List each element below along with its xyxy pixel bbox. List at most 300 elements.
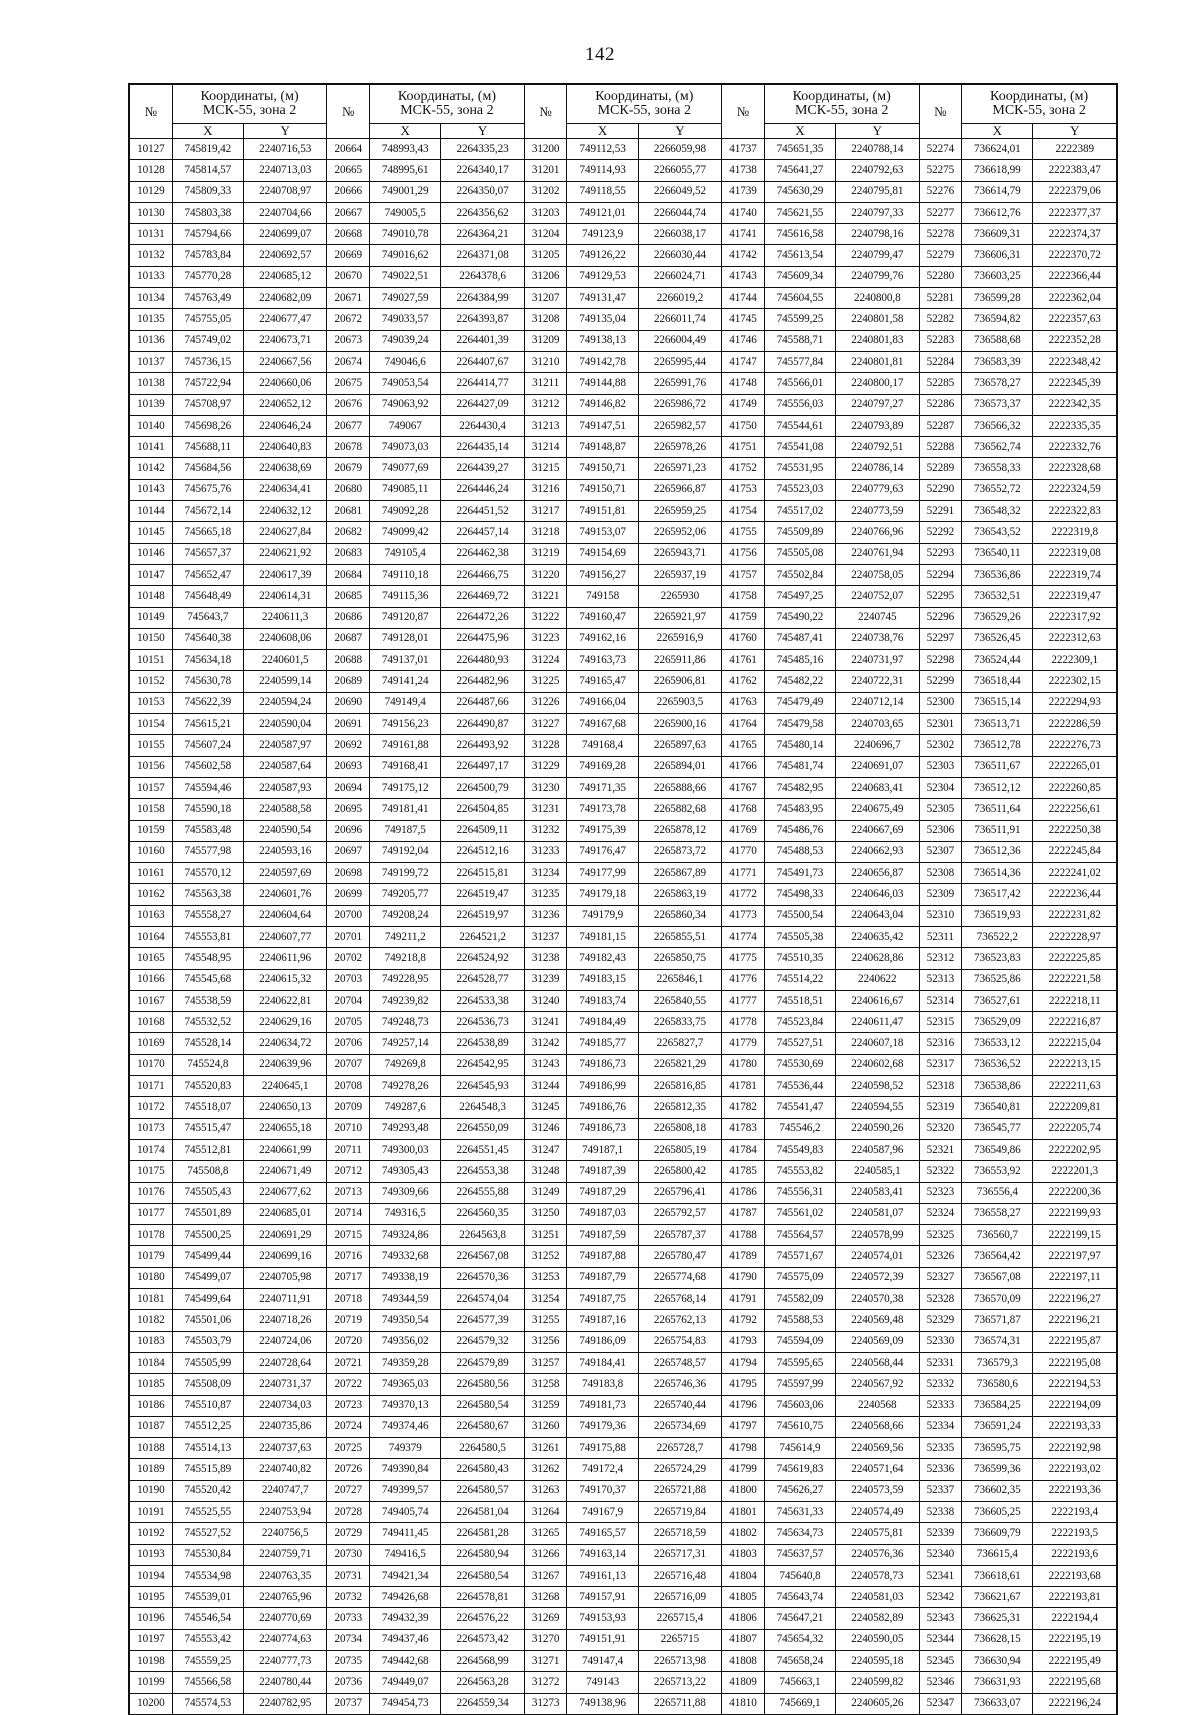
x-coordinate: 749158 bbox=[567, 586, 638, 607]
x-coordinate: 749170,37 bbox=[567, 1480, 638, 1501]
point-number: 10161 bbox=[130, 863, 173, 884]
point-number: 10164 bbox=[130, 926, 173, 947]
y-coordinate: 2240675,49 bbox=[836, 799, 919, 820]
x-coordinate: 745556,31 bbox=[764, 1182, 835, 1203]
y-coordinate: 2264567,08 bbox=[441, 1246, 524, 1267]
x-coordinate: 749399,57 bbox=[370, 1480, 441, 1501]
x-coordinate: 745479,49 bbox=[764, 692, 835, 713]
x-coordinate: 736548,32 bbox=[962, 501, 1033, 522]
table-row bbox=[130, 479, 1117, 500]
point-number: 41810 bbox=[722, 1693, 765, 1714]
y-coordinate: 2240718,26 bbox=[243, 1310, 326, 1331]
x-coordinate: 749005,5 bbox=[370, 202, 441, 223]
y-coordinate: 2240792,63 bbox=[836, 160, 919, 181]
point-number: 10179 bbox=[130, 1246, 173, 1267]
y-coordinate: 2264472,26 bbox=[441, 607, 524, 628]
y-coordinate: 2222193,36 bbox=[1033, 1480, 1117, 1501]
y-coordinate: 2264469,72 bbox=[441, 586, 524, 607]
table-row bbox=[130, 181, 1117, 202]
table-row bbox=[130, 437, 1117, 458]
x-coordinate: 745517,02 bbox=[764, 501, 835, 522]
x-coordinate: 736624,01 bbox=[962, 139, 1033, 160]
x-coordinate: 745658,24 bbox=[764, 1651, 835, 1672]
y-coordinate: 2240671,49 bbox=[243, 1161, 326, 1182]
table-row bbox=[130, 288, 1117, 309]
point-number: 41750 bbox=[722, 415, 765, 436]
x-coordinate: 749332,68 bbox=[370, 1246, 441, 1267]
point-number: 41748 bbox=[722, 373, 765, 394]
point-number: 20672 bbox=[327, 309, 370, 330]
table-row bbox=[130, 139, 1117, 160]
point-number: 31208 bbox=[524, 309, 567, 330]
point-number: 10172 bbox=[130, 1097, 173, 1118]
y-coordinate: 2240595,18 bbox=[836, 1651, 919, 1672]
point-number: 52275 bbox=[919, 160, 962, 181]
y-coordinate: 2240763,35 bbox=[243, 1565, 326, 1586]
x-coordinate: 745794,66 bbox=[172, 224, 243, 245]
y-coordinate: 2240590,04 bbox=[243, 714, 326, 735]
x-coordinate: 749126,22 bbox=[567, 245, 638, 266]
x-coordinate: 749073,03 bbox=[370, 437, 441, 458]
y-coordinate: 2265740,44 bbox=[638, 1395, 721, 1416]
x-coordinate: 745736,15 bbox=[172, 351, 243, 372]
point-number: 52298 bbox=[919, 650, 962, 671]
point-number: 31210 bbox=[524, 351, 567, 372]
x-coordinate: 745497,25 bbox=[764, 586, 835, 607]
x-coordinate: 745634,18 bbox=[172, 650, 243, 671]
x-coordinate: 749181,73 bbox=[567, 1395, 638, 1416]
y-coordinate: 2222245,84 bbox=[1033, 841, 1117, 862]
point-number: 20688 bbox=[327, 650, 370, 671]
table-row bbox=[130, 522, 1117, 543]
coordinates-label: Координаты, (м) bbox=[200, 89, 299, 104]
point-number: 31249 bbox=[524, 1182, 567, 1203]
x-coordinate: 736584,25 bbox=[962, 1395, 1033, 1416]
y-coordinate: 2240628,86 bbox=[836, 948, 919, 969]
point-number: 41808 bbox=[722, 1651, 765, 1672]
y-coordinate: 2240801,83 bbox=[836, 330, 919, 351]
point-number: 52294 bbox=[919, 564, 962, 585]
point-number: 41794 bbox=[722, 1352, 765, 1373]
x-coordinate: 745663,1 bbox=[764, 1672, 835, 1693]
y-coordinate: 2266024,71 bbox=[638, 266, 721, 287]
x-coordinate: 745505,08 bbox=[764, 543, 835, 564]
y-coordinate: 2222319,74 bbox=[1033, 564, 1117, 585]
point-number: 31255 bbox=[524, 1310, 567, 1331]
x-coordinate: 749161,88 bbox=[370, 735, 441, 756]
x-coordinate: 736556,4 bbox=[962, 1182, 1033, 1203]
table-row bbox=[130, 1693, 1117, 1714]
x-column-header: X bbox=[370, 124, 441, 139]
y-coordinate: 2265800,42 bbox=[638, 1161, 721, 1182]
x-coordinate: 736518,44 bbox=[962, 671, 1033, 692]
table-row bbox=[130, 351, 1117, 372]
point-number: 20690 bbox=[327, 692, 370, 713]
point-number: 10162 bbox=[130, 884, 173, 905]
y-coordinate: 2264580,54 bbox=[441, 1395, 524, 1416]
x-coordinate: 745603,06 bbox=[764, 1395, 835, 1416]
y-coordinate: 2265711,88 bbox=[638, 1693, 721, 1714]
y-coordinate: 2222193,68 bbox=[1033, 1565, 1117, 1586]
y-coordinate: 2240773,59 bbox=[836, 501, 919, 522]
y-coordinate: 2240673,71 bbox=[243, 330, 326, 351]
x-coordinate: 749293,48 bbox=[370, 1118, 441, 1139]
point-number: 31207 bbox=[524, 288, 567, 309]
x-coordinate: 745553,42 bbox=[172, 1629, 243, 1650]
x-coordinate: 736515,14 bbox=[962, 692, 1033, 713]
table-row bbox=[130, 160, 1117, 181]
coordinates-column-header bbox=[172, 85, 327, 124]
table-row bbox=[130, 266, 1117, 287]
point-number: 10190 bbox=[130, 1480, 173, 1501]
y-coordinate: 2265768,14 bbox=[638, 1289, 721, 1310]
point-number: 10136 bbox=[130, 330, 173, 351]
coordinate-system-label: МСК-55, зона 2 bbox=[794, 103, 889, 118]
y-coordinate: 2240607,77 bbox=[243, 926, 326, 947]
y-coordinate: 2265816,85 bbox=[638, 1076, 721, 1097]
point-number: 41754 bbox=[722, 501, 765, 522]
point-number: 41740 bbox=[722, 202, 765, 223]
y-coordinate: 2240645,1 bbox=[243, 1076, 326, 1097]
x-coordinate: 736625,31 bbox=[962, 1608, 1033, 1629]
y-coordinate: 2264490,87 bbox=[441, 714, 524, 735]
x-coordinate: 749149,4 bbox=[370, 692, 441, 713]
point-number: 10153 bbox=[130, 692, 173, 713]
y-coordinate: 2265728,7 bbox=[638, 1438, 721, 1459]
y-coordinate: 2240753,94 bbox=[243, 1502, 326, 1523]
number-column-header: № bbox=[524, 85, 567, 139]
x-coordinate: 749179,36 bbox=[567, 1416, 638, 1437]
point-number: 52329 bbox=[919, 1310, 962, 1331]
y-coordinate: 2264497,17 bbox=[441, 756, 524, 777]
y-coordinate: 2240611,47 bbox=[836, 1012, 919, 1033]
y-coordinate: 2264515,81 bbox=[441, 863, 524, 884]
x-coordinate: 749187,03 bbox=[567, 1203, 638, 1224]
x-coordinate: 745588,71 bbox=[764, 330, 835, 351]
point-number: 10128 bbox=[130, 160, 173, 181]
point-number: 52293 bbox=[919, 543, 962, 564]
x-coordinate: 745590,18 bbox=[172, 799, 243, 820]
table-row bbox=[130, 650, 1117, 671]
y-coordinate: 2240597,69 bbox=[243, 863, 326, 884]
y-coordinate: 2265718,59 bbox=[638, 1523, 721, 1544]
y-coordinate: 2240699,16 bbox=[243, 1246, 326, 1267]
y-coordinate: 2240799,76 bbox=[836, 266, 919, 287]
y-coordinate: 2222213,15 bbox=[1033, 1054, 1117, 1075]
x-coordinate: 745672,14 bbox=[172, 501, 243, 522]
point-number: 31218 bbox=[524, 522, 567, 543]
x-coordinate: 745520,42 bbox=[172, 1480, 243, 1501]
y-coordinate: 2240779,63 bbox=[836, 479, 919, 500]
x-coordinate: 745546,2 bbox=[764, 1118, 835, 1139]
y-coordinate: 2222231,82 bbox=[1033, 905, 1117, 926]
x-coordinate: 749033,57 bbox=[370, 309, 441, 330]
point-number: 52335 bbox=[919, 1438, 962, 1459]
point-number: 52296 bbox=[919, 607, 962, 628]
x-coordinate: 749426,68 bbox=[370, 1587, 441, 1608]
x-coordinate: 745480,14 bbox=[764, 735, 835, 756]
y-coordinate: 2264563,28 bbox=[441, 1672, 524, 1693]
point-number: 31259 bbox=[524, 1395, 567, 1416]
point-number: 52323 bbox=[919, 1182, 962, 1203]
point-number: 10200 bbox=[130, 1693, 173, 1714]
x-coordinate: 745558,27 bbox=[172, 905, 243, 926]
x-coordinate: 736614,79 bbox=[962, 181, 1033, 202]
x-coordinate: 736536,52 bbox=[962, 1054, 1033, 1075]
point-number: 52315 bbox=[919, 1012, 962, 1033]
point-number: 31256 bbox=[524, 1331, 567, 1352]
y-coordinate: 2240800,8 bbox=[836, 288, 919, 309]
point-number: 20679 bbox=[327, 458, 370, 479]
point-number: 41785 bbox=[722, 1161, 765, 1182]
point-number: 10142 bbox=[130, 458, 173, 479]
x-coordinate: 749016,62 bbox=[370, 245, 441, 266]
x-coordinate: 749067 bbox=[370, 415, 441, 436]
point-number: 52326 bbox=[919, 1246, 962, 1267]
x-coordinate: 749184,49 bbox=[567, 1012, 638, 1033]
x-coordinate: 749300,03 bbox=[370, 1139, 441, 1160]
x-coordinate: 745528,14 bbox=[172, 1033, 243, 1054]
y-coordinate: 2240735,86 bbox=[243, 1416, 326, 1437]
table-row bbox=[130, 671, 1117, 692]
point-number: 10134 bbox=[130, 288, 173, 309]
x-coordinate: 745583,48 bbox=[172, 820, 243, 841]
y-coordinate: 2265995,44 bbox=[638, 351, 721, 372]
y-coordinate: 2264340,17 bbox=[441, 160, 524, 181]
x-coordinate: 749324,86 bbox=[370, 1225, 441, 1246]
point-number: 41781 bbox=[722, 1076, 765, 1097]
x-coordinate: 745641,27 bbox=[764, 160, 835, 181]
point-number: 10184 bbox=[130, 1352, 173, 1373]
point-number: 10157 bbox=[130, 777, 173, 798]
y-coordinate: 2240782,95 bbox=[243, 1693, 326, 1714]
x-coordinate: 745531,95 bbox=[764, 458, 835, 479]
y-coordinate: 2264538,89 bbox=[441, 1033, 524, 1054]
y-coordinate: 2240705,98 bbox=[243, 1267, 326, 1288]
y-coordinate: 2240587,97 bbox=[243, 735, 326, 756]
number-column-header: № bbox=[327, 85, 370, 139]
x-coordinate: 749166,04 bbox=[567, 692, 638, 713]
point-number: 20737 bbox=[327, 1693, 370, 1714]
x-coordinate: 745654,32 bbox=[764, 1629, 835, 1650]
x-coordinate: 749305,43 bbox=[370, 1161, 441, 1182]
y-coordinate: 2240621,92 bbox=[243, 543, 326, 564]
point-number: 52303 bbox=[919, 756, 962, 777]
point-number: 10151 bbox=[130, 650, 173, 671]
y-coordinate: 2265911,86 bbox=[638, 650, 721, 671]
y-coordinate: 2265748,57 bbox=[638, 1352, 721, 1373]
x-coordinate: 745698,26 bbox=[172, 415, 243, 436]
table-row bbox=[130, 1480, 1117, 1501]
x-coordinate: 749416,5 bbox=[370, 1544, 441, 1565]
x-coordinate: 745501,06 bbox=[172, 1310, 243, 1331]
point-number: 31222 bbox=[524, 607, 567, 628]
table-row bbox=[130, 1225, 1117, 1246]
x-coordinate: 745604,55 bbox=[764, 288, 835, 309]
point-number: 10148 bbox=[130, 586, 173, 607]
table-row bbox=[130, 948, 1117, 969]
point-number: 41797 bbox=[722, 1416, 765, 1437]
point-number: 20732 bbox=[327, 1587, 370, 1608]
y-coordinate: 2240604,64 bbox=[243, 905, 326, 926]
point-number: 31270 bbox=[524, 1629, 567, 1650]
x-coordinate: 736602,35 bbox=[962, 1480, 1033, 1501]
x-coordinate: 749129,53 bbox=[567, 266, 638, 287]
y-coordinate: 2240611,96 bbox=[243, 948, 326, 969]
x-coordinate: 745514,13 bbox=[172, 1438, 243, 1459]
x-coordinate: 749169,28 bbox=[567, 756, 638, 777]
x-coordinate: 736524,44 bbox=[962, 650, 1033, 671]
y-coordinate: 2222228,97 bbox=[1033, 926, 1117, 947]
x-coordinate: 745509,89 bbox=[764, 522, 835, 543]
y-coordinate: 2240638,69 bbox=[243, 458, 326, 479]
point-number: 31221 bbox=[524, 586, 567, 607]
point-number: 10196 bbox=[130, 1608, 173, 1629]
x-coordinate: 736615,4 bbox=[962, 1544, 1033, 1565]
x-coordinate: 736609,31 bbox=[962, 224, 1033, 245]
point-number: 20685 bbox=[327, 586, 370, 607]
x-coordinate: 745534,98 bbox=[172, 1565, 243, 1586]
y-coordinate: 2240661,99 bbox=[243, 1139, 326, 1160]
x-coordinate: 745621,55 bbox=[764, 202, 835, 223]
y-coordinate: 2264519,97 bbox=[441, 905, 524, 926]
y-coordinate: 2264550,09 bbox=[441, 1118, 524, 1139]
x-coordinate: 749316,5 bbox=[370, 1203, 441, 1224]
x-coordinate: 745545,68 bbox=[172, 969, 243, 990]
point-number: 20714 bbox=[327, 1203, 370, 1224]
point-number: 10160 bbox=[130, 841, 173, 862]
coordinate-system-label: МСК-55, зона 2 bbox=[202, 103, 297, 118]
point-number: 20728 bbox=[327, 1502, 370, 1523]
point-number: 31236 bbox=[524, 905, 567, 926]
point-number: 10158 bbox=[130, 799, 173, 820]
x-coordinate: 745541,47 bbox=[764, 1097, 835, 1118]
point-number: 10187 bbox=[130, 1416, 173, 1437]
point-number: 41799 bbox=[722, 1459, 765, 1480]
y-coordinate: 2265812,35 bbox=[638, 1097, 721, 1118]
point-number: 52308 bbox=[919, 863, 962, 884]
x-coordinate: 745524,8 bbox=[172, 1054, 243, 1075]
x-coordinate: 749199,72 bbox=[370, 863, 441, 884]
point-number: 20706 bbox=[327, 1033, 370, 1054]
point-number: 52339 bbox=[919, 1523, 962, 1544]
x-coordinate: 749157,91 bbox=[567, 1587, 638, 1608]
x-coordinate: 745536,44 bbox=[764, 1076, 835, 1097]
y-coordinate: 2265762,13 bbox=[638, 1310, 721, 1331]
point-number: 31212 bbox=[524, 394, 567, 415]
y-coordinate: 2240713,03 bbox=[243, 160, 326, 181]
x-coordinate: 749175,39 bbox=[567, 820, 638, 841]
x-coordinate: 745549,83 bbox=[764, 1139, 835, 1160]
point-number: 20716 bbox=[327, 1246, 370, 1267]
point-number: 20734 bbox=[327, 1629, 370, 1650]
x-coordinate: 745523,03 bbox=[764, 479, 835, 500]
y-coordinate: 2222215,04 bbox=[1033, 1033, 1117, 1054]
x-coordinate: 736599,28 bbox=[962, 288, 1033, 309]
y-coordinate: 2222357,63 bbox=[1033, 309, 1117, 330]
point-number: 20727 bbox=[327, 1480, 370, 1501]
y-coordinate: 2264475,96 bbox=[441, 628, 524, 649]
x-coordinate: 745563,38 bbox=[172, 884, 243, 905]
y-coordinate: 2240650,13 bbox=[243, 1097, 326, 1118]
y-coordinate: 2240691,29 bbox=[243, 1225, 326, 1246]
y-coordinate: 2222319,47 bbox=[1033, 586, 1117, 607]
y-coordinate: 2240587,96 bbox=[836, 1139, 919, 1160]
y-coordinate: 2240572,39 bbox=[836, 1267, 919, 1288]
y-coordinate: 2240587,93 bbox=[243, 777, 326, 798]
x-coordinate: 749150,71 bbox=[567, 479, 638, 500]
x-coordinate: 736621,67 bbox=[962, 1587, 1033, 1608]
x-coordinate: 749160,47 bbox=[567, 607, 638, 628]
y-coordinate: 2264414,77 bbox=[441, 373, 524, 394]
point-number: 20707 bbox=[327, 1054, 370, 1075]
point-number: 52305 bbox=[919, 799, 962, 820]
point-number: 41782 bbox=[722, 1097, 765, 1118]
table-row bbox=[130, 607, 1117, 628]
y-coordinate: 2264580,56 bbox=[441, 1374, 524, 1395]
y-coordinate: 2264480,93 bbox=[441, 650, 524, 671]
x-coordinate: 745544,61 bbox=[764, 415, 835, 436]
table-row bbox=[130, 926, 1117, 947]
y-coordinate: 2264577,39 bbox=[441, 1310, 524, 1331]
point-number: 31243 bbox=[524, 1054, 567, 1075]
y-coordinate: 2265894,01 bbox=[638, 756, 721, 777]
y-coordinate: 2265991,76 bbox=[638, 373, 721, 394]
x-coordinate: 749137,01 bbox=[370, 650, 441, 671]
point-number: 31242 bbox=[524, 1033, 567, 1054]
point-number: 52279 bbox=[919, 245, 962, 266]
x-coordinate: 736566,32 bbox=[962, 415, 1033, 436]
x-coordinate: 749187,1 bbox=[567, 1139, 638, 1160]
y-coordinate: 2264466,75 bbox=[441, 564, 524, 585]
point-number: 41739 bbox=[722, 181, 765, 202]
y-coordinate: 2222322,83 bbox=[1033, 501, 1117, 522]
y-coordinate: 2222194,09 bbox=[1033, 1395, 1117, 1416]
point-number: 31252 bbox=[524, 1246, 567, 1267]
y-coordinate: 2264574,04 bbox=[441, 1289, 524, 1310]
x-coordinate: 745597,99 bbox=[764, 1374, 835, 1395]
x-coordinate: 745616,58 bbox=[764, 224, 835, 245]
x-coordinate: 749183,15 bbox=[567, 969, 638, 990]
table-row bbox=[130, 1310, 1117, 1331]
x-coordinate: 749147,51 bbox=[567, 415, 638, 436]
table-row bbox=[130, 373, 1117, 394]
point-number: 10173 bbox=[130, 1118, 173, 1139]
point-number: 41771 bbox=[722, 863, 765, 884]
coordinates-column-header bbox=[764, 85, 919, 124]
x-coordinate: 749179,18 bbox=[567, 884, 638, 905]
x-coordinate: 745619,83 bbox=[764, 1459, 835, 1480]
x-coordinate: 745648,49 bbox=[172, 586, 243, 607]
point-number: 20702 bbox=[327, 948, 370, 969]
point-number: 31263 bbox=[524, 1480, 567, 1501]
y-coordinate: 2240685,12 bbox=[243, 266, 326, 287]
x-coordinate: 736628,15 bbox=[962, 1629, 1033, 1650]
y-coordinate: 2222195,49 bbox=[1033, 1651, 1117, 1672]
y-coordinate: 2264576,22 bbox=[441, 1608, 524, 1629]
x-coordinate: 749181,41 bbox=[370, 799, 441, 820]
y-coordinate: 2222348,42 bbox=[1033, 351, 1117, 372]
y-coordinate: 2240570,38 bbox=[836, 1289, 919, 1310]
point-number: 52327 bbox=[919, 1267, 962, 1288]
table-row bbox=[130, 586, 1117, 607]
y-coordinate: 2240614,31 bbox=[243, 586, 326, 607]
y-coordinate: 2265713,22 bbox=[638, 1672, 721, 1693]
point-number: 20694 bbox=[327, 777, 370, 798]
x-coordinate: 736558,33 bbox=[962, 458, 1033, 479]
point-number: 20699 bbox=[327, 884, 370, 905]
x-coordinate: 749208,24 bbox=[370, 905, 441, 926]
